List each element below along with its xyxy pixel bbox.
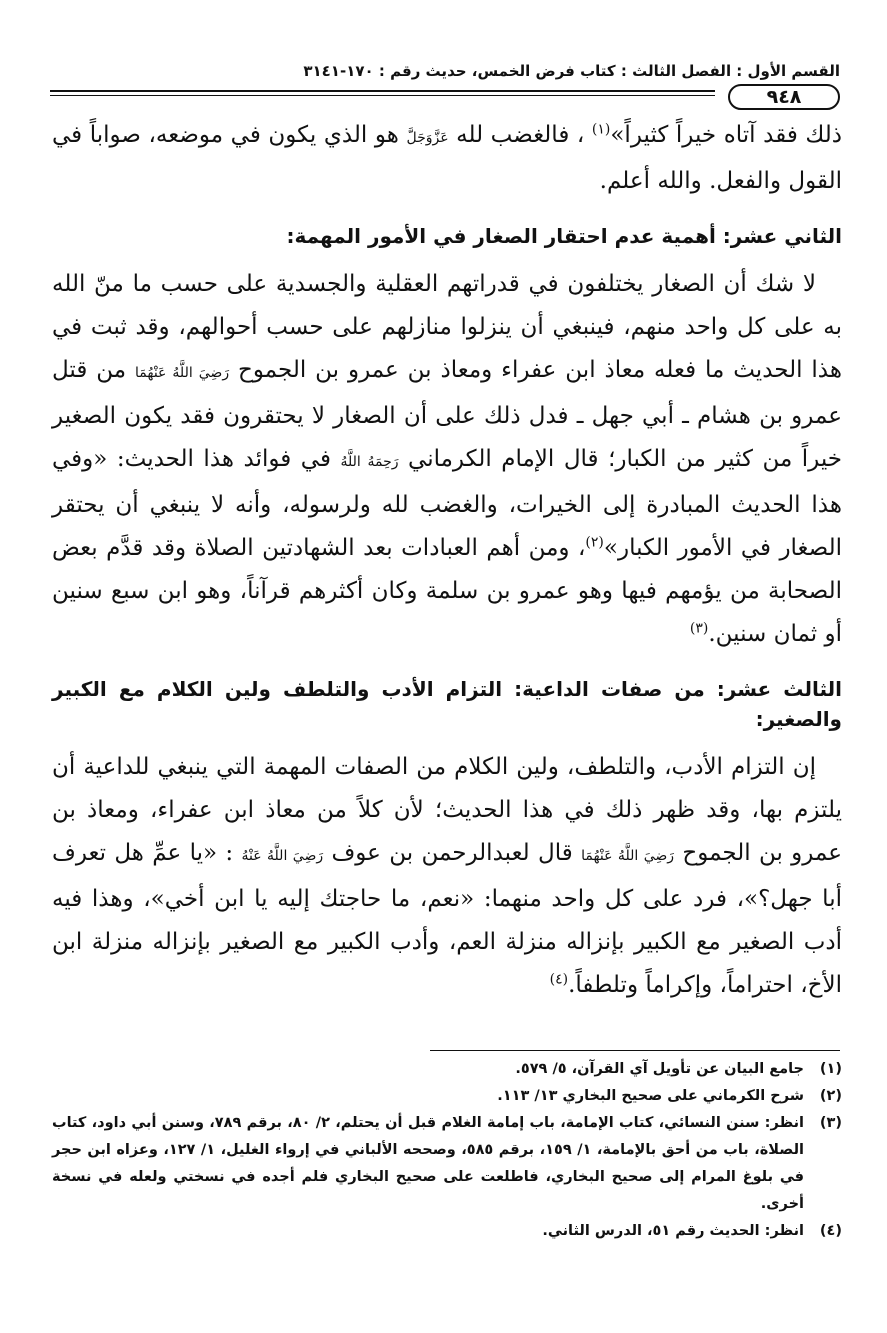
honorific-glyph: رَضِيَ اللَّهُ عَنْهُ: [241, 848, 324, 864]
main-text: [52, 114, 842, 1007]
footnote-number: (٤): [819, 1223, 842, 1239]
footnote-text: شرح الكرماني على صحيح البخاري ١٣/ ١١٣.: [497, 1088, 804, 1104]
footnote-ref-1[interactable]: (١): [591, 121, 611, 138]
paragraph-1-text-2: ، فالغضب لله: [456, 122, 585, 148]
footnote-number: (٣): [819, 1115, 842, 1131]
page-number-badge: ٩٤٨: [728, 84, 840, 110]
footnotes: [52, 1056, 842, 1245]
section-heading-12: الثاني عشر: أهمية عدم احتقار الصغار في الأمور المهمة:: [286, 224, 842, 248]
header-rule-thick: [50, 90, 715, 92]
footnote-text: جامع البيان عن تأويل آي القرآن، ٥/ ٥٧٩.: [515, 1061, 804, 1077]
footnote-text: انظر: الحديث رقم ٥١، الدرس الثاني.: [542, 1223, 804, 1239]
paragraph-2-text-d: ، ومن أهم العبادات بعد الشهادتين الصلاة وقد قدَّم بعض الصحابة من يؤمهم فيها وهو عمرو بن سلمة وكان أكثرهم قرآناً، وهو ابن سبع سنين أو ثمان سنين.: [52, 535, 842, 647]
footnote-ref-3[interactable]: (٣): [689, 620, 709, 637]
running-header: القسم الأول : الفصل الثالث : كتاب فرض الخمس، حديث رقم : ١٧٠-٣١٤١: [303, 62, 840, 80]
paragraph-2-text-b: من قتل عمرو بن هشام ـ أبي جهل ـ فدل ذلك على أن الصغار لا يحتقرون فقد يكون الصغير خيراً من كثير من الكبار؛ قال الإمام الكرماني: [52, 357, 843, 472]
honorific-glyph: رَضِيَ اللَّهُ عَنْهُمَا: [135, 365, 230, 381]
paragraph-3-text-a: إن التزام الأدب، والتلطف، ولين الكلام من الصفات المهمة التي ينبغي للداعية أن يلتزم بها، وقد ظهر ذلك في هذا الحديث؛ لأن كلاً من معاذ ابن عفراء، ومعاذ بن عمرو بن الجموح: [52, 754, 842, 866]
section-heading-13: الثالث عشر: من صفات الداعية: التزام الأدب والتلطف ولين الكلام مع الكبير والصغير:: [52, 677, 842, 731]
paragraph-3: [52, 746, 842, 1007]
header-rule-thin: [50, 95, 715, 96]
footnote-item: [52, 1056, 842, 1083]
paragraph-2: [52, 263, 842, 656]
footnote-number: (٢): [819, 1088, 842, 1104]
paragraph-1-text-3: هو الذي يكون في موضعه، صواباً في القول والفعل. والله أعلم.: [52, 122, 842, 194]
footnote-ref-4[interactable]: (٤): [549, 971, 569, 988]
footnote-ref-2[interactable]: (٢): [585, 534, 604, 551]
paragraph-1: [52, 114, 842, 203]
footnote-item: [52, 1218, 842, 1245]
footnote-item: [52, 1083, 842, 1110]
honorific-glyph: رَحِمَهُ اللَّهُ: [340, 454, 399, 470]
paragraph-2-text-a: لا شك أن الصغار يختلفون في قدراتهم العقلية والجسدية على حسب ما منّ الله به على كل واحد منهم، فينبغي أن ينزلوا منازلهم على حسب أحوالهم، وقد ثبت في هذا الحديث ما فعله معاذ ابن عفراء ومعاذ بن عمرو بن الجموح: [52, 271, 843, 383]
paragraph-3-text-b: قال لعبدالرحمن بن عوف: [331, 840, 573, 866]
footnote-item: [52, 1110, 842, 1218]
honorific-glyph: عَزَّوَجَلَّ: [406, 130, 449, 146]
honorific-glyph: رَضِيَ اللَّهُ عَنْهُمَا: [581, 848, 675, 864]
footnote-separator: [430, 1050, 840, 1051]
footnote-number: (١): [819, 1061, 842, 1077]
paragraph-1-text: ذلك فقد آتاه خيراً كثيراً»: [610, 122, 843, 148]
paragraph-2-text-c: في فوائد هذا الحديث: «وفي هذا الحديث المبادرة إلى الخيرات، والغضب لله ولرسوله، وأنه لا ينبغي أن يحتقر الصغار في الأمور الكبار»: [52, 446, 842, 561]
footnote-text: انظر: سنن النسائي، كتاب الإمامة، باب إمامة الغلام قبل أن يحتلم، ٢/ ٨٠، برقم ٧٨٩، وسنن أبي داود، كتاب الصلاة، باب من أحق بالإمامة، ١/ ١٥٩، برقم ٥٨٥، وصححه الألباني في إرواء الغليل، ١/ ١٢٧، وعزاه ابن حجر في بلوغ المرام إلى صحيح البخاري، فاطلعت على صحيح البخاري فلم أجده في نسختي ولعله في نسخة أخرى.: [52, 1115, 805, 1212]
paragraph-3-text-c: : «يا عمِّ هل تعرف أبا جهل؟»، فرد على كل واحد منهما: «نعم، ما حاجتك إليه يا ابن أخي»، وهذا فيه أدب الصغير مع الكبير بإنزاله منزلة العم، وأدب الكبير مع الصغير بإنزاله منزلة ابن الأخ، احتراماً، وإكراماً وتلطفاً.: [52, 840, 842, 998]
header-rule: [50, 84, 840, 114]
